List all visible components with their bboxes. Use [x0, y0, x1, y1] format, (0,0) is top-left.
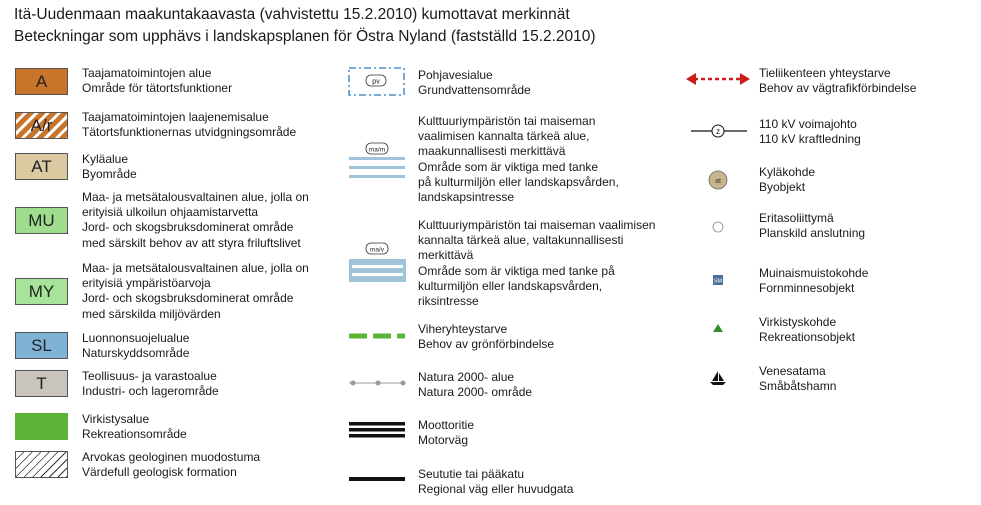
svg-text:at: at [715, 178, 721, 185]
svg-text:pv: pv [372, 78, 380, 86]
legend-label-moottoritie: Moottoritie Motorväg [418, 418, 475, 448]
legend-title-sv: Beteckningar som upphävs i landskapsplanen för Östra Nyland (fastställd 15.2.2010) [14, 28, 596, 45]
regional-road-symbol [347, 474, 409, 484]
svg-text:z: z [716, 127, 720, 136]
grade-separated-junction-symbol [711, 220, 725, 234]
legend-label-geologinen: Arvokas geologinen muodostuma Värdefull geologisk formation [82, 450, 261, 480]
legend-label-natura: Natura 2000- alue Natura 2000- område [418, 370, 533, 400]
legend-label-t: Teollisuus- ja varastoalue Industri- och lagerområde [82, 369, 219, 399]
legend-label-virkistysalue: Virkistysalue Rekreationsområde [82, 412, 187, 442]
legend-label-sl: Luonnonsuojelualue Naturskyddsområde [82, 331, 190, 361]
road-connection-need-symbol [684, 72, 752, 86]
swatch-my: MY [15, 278, 68, 305]
recreation-object-symbol [711, 322, 725, 334]
legend-label-mu: Maa- ja metsätalousvaltainen alue, jolla on erityisiä ulkoilun ohjaamistarvetta Jord- och skogsbruksdominerat område med särskilt behov av att styra friluftslivet [82, 190, 309, 250]
legend-label-at: Kyläalue Byområde [82, 152, 137, 182]
legend-label-a-r: Taajamatoimintojen laajenemisalue Tätortsfunktionernas utvidgningsområde [82, 110, 297, 140]
swatch-a: A [15, 68, 68, 95]
motorway-symbol [347, 420, 409, 440]
svg-text:ma/v: ma/v [369, 246, 385, 254]
legend-label-voimajohto: 110 kV voimajohto 110 kV kraftledning [759, 117, 861, 147]
green-connection-symbol [347, 330, 409, 342]
legend-label-kulttuuri-maakunnallinen: Kulttuuriympäristön tai maiseman vaalimisen kannalta tärkeä alue, maakunnallisesti merkittävä Område som är viktiga med tanke på kulturmiljön eller landskapsvården, landskapsintresse [418, 114, 619, 205]
svg-text:ma/m: ma/m [368, 146, 386, 154]
swatch-geologinen [15, 451, 68, 478]
swatch-t: T [15, 370, 68, 397]
cultural-landscape-national-symbol [347, 240, 409, 285]
legend-label-muinaismuisto: Muinaismuistokohde Fornminnesobjekt [759, 266, 869, 296]
village-object-symbol [707, 169, 729, 191]
svg-text:SM: SM [713, 278, 723, 285]
swatch-sl: SL [15, 332, 68, 359]
legend-label-my: Maa- ja metsätalousvaltainen alue, jolla on erityisiä ympäristöarvoja Jord- och skogsbruksdominerat område med särskilda miljövärden [82, 261, 309, 321]
legend-label-venesatama: Venesatama Småbåtshamn [759, 364, 837, 394]
swatch-mu: MU [15, 207, 68, 234]
groundwater-area-symbol [347, 66, 407, 98]
legend-label-viheryhteys: Viheryhteystarve Behov av grönförbindelse [418, 322, 555, 352]
legend-label-seututie: Seututie tai pääkatu Regional väg eller huvudgata [418, 467, 574, 497]
boat-harbour-symbol [709, 370, 727, 386]
swatch-a-r: A/r [15, 112, 68, 139]
power-line-symbol [690, 122, 748, 140]
legend-label-kylakohde: Kyläkohde Byobjekt [759, 165, 816, 195]
swatch-at: AT [15, 153, 68, 180]
natura-2000-symbol [347, 377, 409, 389]
legend-label-virkistyskohde: Virkistyskohde Rekreationsobjekt [759, 315, 856, 345]
legend-label-tieliikenne: Tieliikenteen yhteystarve Behov av vägtrafikförbindelse [759, 66, 917, 96]
legend-label-pohjavesialue: Pohjavesialue Grundvattensområde [418, 68, 531, 98]
legend-title-fi: Itä-Uudenmaan maakuntakaavasta (vahvistettu 15.2.2010) kumottavat merkinnät [14, 6, 570, 23]
ancient-monument-symbol [711, 273, 725, 287]
legend-label-kulttuuri-valtakunnallinen: Kulttuuriympäristön tai maiseman vaalimisen kannalta tärkeä alue, valtakunnallisesti merkittävä Område som är viktiga med tanke på kulturmiljön eller landskapsvården, riksintresse [418, 218, 656, 309]
legend-label-eritasoliittyma: Eritasoliittymä Planskild anslutning [759, 211, 866, 241]
swatch-virkistysalue [15, 413, 68, 440]
cultural-landscape-regional-symbol [347, 140, 409, 184]
legend-label-a: Taajamatoimintojen alue Område för tätortsfunktioner [82, 66, 233, 96]
